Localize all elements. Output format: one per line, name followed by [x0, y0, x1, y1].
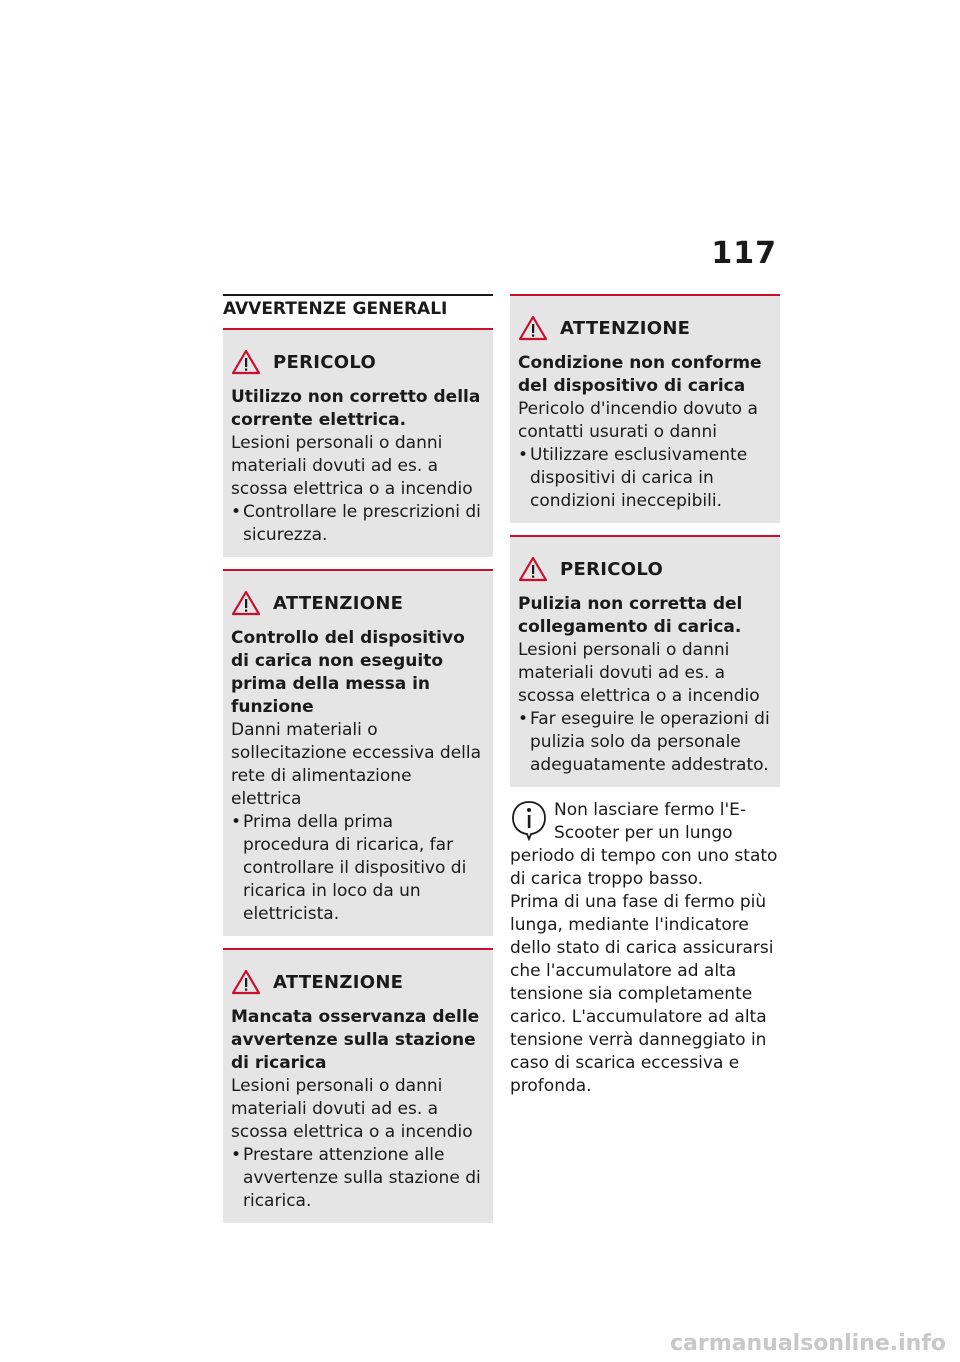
- warning-box-pericolo: [510, 535, 780, 787]
- warning-box-attenzione: [223, 948, 493, 1223]
- box-text: Lesioni personali o danni materiali dovuti ad es. a scossa elettrica o a incendio: [518, 640, 760, 706]
- box-label: ATTENZIONE: [560, 317, 691, 339]
- box-title: Utilizzo non corretto della corrente elettrica.: [231, 387, 481, 430]
- warning-triangle-icon: [231, 349, 261, 375]
- watermark: carmanualsonline.info: [670, 1331, 946, 1356]
- warning-triangle-icon: [231, 590, 261, 616]
- warning-box-pericolo: [223, 328, 493, 557]
- box-text: Pericolo d'incendio dovuto a contatti usurati o danni: [518, 399, 758, 442]
- info-paragraph: Prima di una fase di fermo più lunga, mediante l'indicatore dello stato di carica assicurarsi che l'accumulatore ad alta tensione sia completamente carico. L'accumulatore ad alta tensione verrà danneggiato in caso di scarica eccessiva e profonda.: [510, 892, 774, 1096]
- box-label: ATTENZIONE: [273, 592, 404, 614]
- bullet-item: • Utilizzare esclusivamente dispositivi di carica in condizioni ineccepibili.: [518, 445, 748, 511]
- warning-box-attenzione: [510, 294, 780, 523]
- box-label: PERICOLO: [560, 558, 664, 580]
- box-text: Lesioni personali o danni materiali dovuti ad es. a scossa elettrica o a incendio: [231, 433, 473, 499]
- box-title: Controllo del dispositivo di carica non eseguito prima della messa in funzione: [231, 628, 465, 717]
- info-paragraph: Non lasciare fermo l'E-Scooter per un lungo periodo di tempo con uno stato di carica troppo basso.: [510, 800, 778, 889]
- box-title: Mancata osservanza delle avvertenze sulla stazione di ricarica: [231, 1007, 480, 1073]
- warning-box-attenzione: [223, 569, 493, 936]
- bullet-item: • Prestare attenzione alle avvertenze sulla stazione di ricarica.: [231, 1145, 481, 1211]
- bullet-item: • Prima della prima procedura di ricarica, far controllare il dispositivo di ricarica in loco da un elettricista.: [231, 812, 467, 924]
- box-text: Lesioni personali o danni materiali dovuti ad es. a scossa elettrica o a incendio: [231, 1076, 473, 1142]
- right-column: [510, 294, 780, 1098]
- box-label: ATTENZIONE: [273, 971, 404, 993]
- box-title: Condizione non conforme del dispositivo di carica: [518, 353, 762, 396]
- info-note: [510, 799, 780, 1098]
- warning-triangle-icon: [518, 315, 548, 341]
- bullet-item: • Far eseguire le operazioni di pulizia solo da personale adeguatamente addestrato.: [518, 709, 770, 775]
- warning-triangle-icon: [231, 969, 261, 995]
- left-column: [223, 294, 493, 1235]
- box-label: PERICOLO: [273, 351, 377, 373]
- page-number: 117: [711, 236, 777, 271]
- bullet-item: • Controllare le prescrizioni di sicurezza.: [231, 502, 481, 545]
- section-title: AVVERTENZE GENERALI: [223, 294, 493, 328]
- box-title: Pulizia non corretta del collegamento di carica.: [518, 594, 743, 637]
- box-text: Danni materiali o sollecitazione eccessiva della rete di alimentazione elettrica: [231, 720, 482, 809]
- warning-triangle-icon: [518, 556, 548, 582]
- info-icon: [510, 799, 548, 841]
